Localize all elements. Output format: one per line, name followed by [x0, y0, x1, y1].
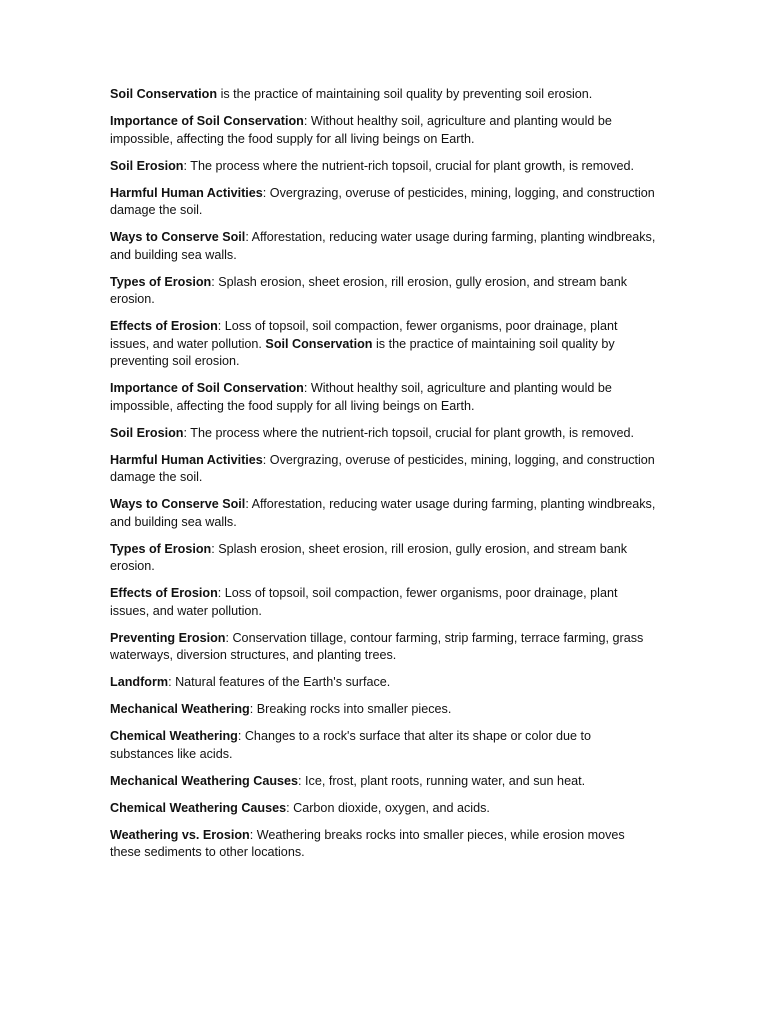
paragraph — [110, 113, 658, 148]
term: Soil Erosion — [110, 158, 184, 173]
paragraph — [110, 452, 658, 487]
definition: : Breaking rocks into smaller pieces. — [249, 702, 452, 716]
term: Ways to Conserve Soil — [110, 230, 246, 244]
term: Mechanical Weathering Causes — [110, 773, 299, 788]
definition: : Overgrazing, overuse of pesticides, mining, logging, and construction damage the soil. — [110, 185, 655, 217]
term: Types of Erosion — [110, 274, 212, 289]
definition: : Loss of topsoil, soil compaction, fewer organisms, poor drainage, plant issues, and water pollution. — [110, 319, 618, 351]
term: Ways to Conserve Soil — [110, 497, 246, 511]
term: Importance of Soil Conservation — [110, 114, 304, 128]
term: Preventing Erosion — [110, 630, 226, 645]
term: Effects of Erosion — [110, 319, 218, 333]
definition: : Carbon dioxide, oxygen, and acids. — [286, 800, 490, 815]
term: Importance of Soil Conservation — [110, 381, 304, 395]
definition: : Overgrazing, overuse of pesticides, mining, logging, and construction damage the soil. — [110, 452, 655, 484]
definition: : Splash erosion, sheet erosion, rill erosion, gully erosion, and stream bank erosion. — [110, 541, 628, 573]
paragraph — [110, 496, 658, 531]
definition: : Changes to a rock's surface that alter its shape or color due to substances like acids. — [110, 729, 591, 761]
term: Soil Erosion — [110, 425, 184, 440]
paragraph — [110, 541, 658, 576]
definition: : Splash erosion, sheet erosion, rill erosion, gully erosion, and stream bank erosion. — [110, 274, 628, 306]
term: Effects of Erosion — [110, 586, 218, 600]
definition: : The process where the nutrient-rich topsoil, crucial for plant growth, is removed. — [183, 158, 635, 173]
paragraph — [110, 773, 658, 791]
definition: : Without healthy soil, agriculture and planting would be impossible, affecting the food supply for all living beings on Earth. — [110, 114, 612, 146]
paragraph — [110, 229, 658, 264]
document-body — [110, 86, 658, 862]
definition: : Without healthy soil, agriculture and planting would be impossible, affecting the food supply for all living beings on Earth. — [110, 381, 612, 413]
paragraph — [110, 800, 658, 818]
definition: : The process where the nutrient-rich topsoil, crucial for plant growth, is removed. — [183, 425, 635, 440]
term: Landform — [110, 675, 169, 689]
definition: : Weathering breaks rocks into smaller pieces, while erosion moves these sediments to other locations. — [110, 827, 625, 859]
paragraph — [110, 318, 658, 371]
definition: : Afforestation, reducing water usage during farming, planting windbreaks, and building sea walls. — [110, 497, 656, 529]
paragraph — [110, 728, 658, 763]
definition: is the practice of maintaining soil quality by preventing soil erosion. — [110, 336, 615, 368]
term: Types of Erosion — [110, 541, 212, 556]
definition: is the practice of maintaining soil quality by preventing soil erosion. — [217, 87, 593, 101]
term: Harmful Human Activities — [110, 452, 263, 467]
term: Weathering vs. Erosion — [110, 827, 250, 842]
paragraph — [110, 158, 658, 176]
term: Harmful Human Activities — [110, 185, 263, 200]
term: Mechanical Weathering — [110, 702, 250, 716]
definition: : Natural features of the Earth's surface. — [168, 675, 391, 689]
paragraph — [110, 425, 658, 443]
paragraph — [110, 585, 658, 620]
definition: : Ice, frost, plant roots, running water, and sun heat. — [298, 773, 586, 788]
definition: : Conservation tillage, contour farming, strip farming, terrace farming, grass waterways, diversion structures, and planting trees. — [110, 630, 644, 662]
term: Soil Conservation — [265, 336, 373, 351]
term: Chemical Weathering — [110, 729, 238, 743]
definition: : Afforestation, reducing water usage during farming, planting windbreaks, and building sea walls. — [110, 230, 656, 262]
paragraph — [110, 380, 658, 415]
paragraph — [110, 274, 658, 309]
paragraph — [110, 185, 658, 220]
term: Soil Conservation — [110, 87, 218, 101]
paragraph — [110, 86, 658, 104]
paragraph — [110, 674, 658, 692]
paragraph — [110, 630, 658, 665]
paragraph — [110, 701, 658, 719]
definition: : Loss of topsoil, soil compaction, fewer organisms, poor drainage, plant issues, and water pollution. — [110, 586, 618, 618]
paragraph — [110, 827, 658, 862]
term: Chemical Weathering Causes — [110, 800, 287, 815]
